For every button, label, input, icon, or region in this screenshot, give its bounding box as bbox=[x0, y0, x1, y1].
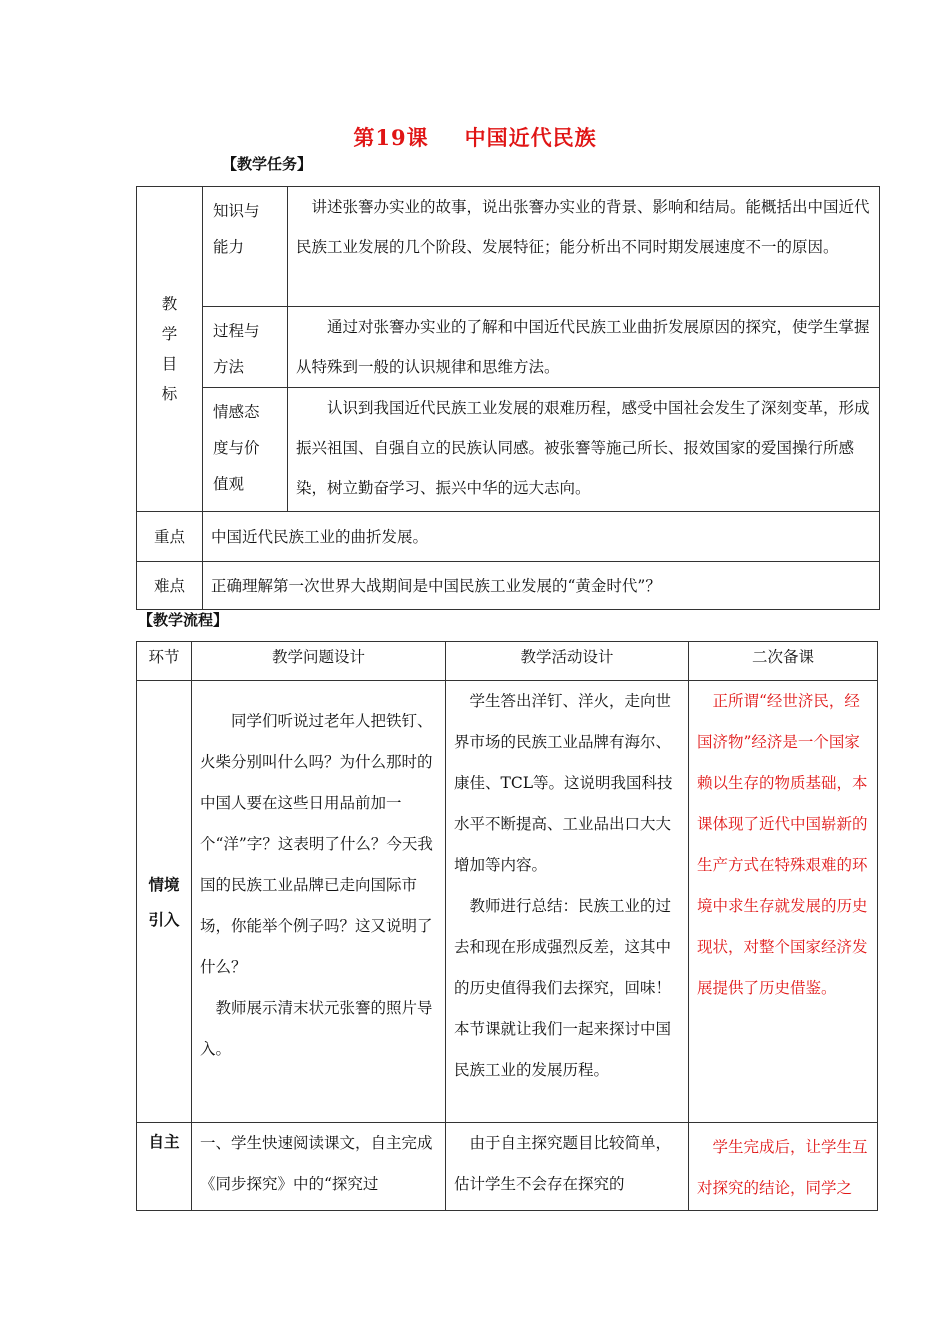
section-label-flow: 【教学流程】 bbox=[138, 611, 229, 629]
flow-notes-self: 学生完成后，让学生互对探究的结论，同学之 bbox=[689, 1123, 878, 1211]
flow-header: 教学活动设计 bbox=[446, 642, 689, 681]
flow-activity-intro bbox=[446, 681, 689, 1123]
goal-text-knowledge: 讲述张謇办实业的故事，说出张謇办实业的背景、影响和结局。能概括出中国近代民族工业发展的几个阶段、发展特征；能分析出不同时期发展速度不一的原因。 bbox=[288, 187, 880, 307]
flow-stage-intro: 情境 引入 bbox=[137, 681, 192, 1123]
difficulty-text: 正确理解第一次世界大战期间是中国民族工业发展的“黄金时代”？ bbox=[203, 562, 880, 610]
goals-label-char: 学 bbox=[161, 325, 178, 343]
teaching-goals-table bbox=[136, 186, 880, 610]
question-paragraph: 教师展示清末状元张謇的照片导入。 bbox=[200, 999, 433, 1058]
flow-header: 二次备课 bbox=[689, 642, 878, 681]
flow-activity-self: 由于自主探究题目比较简单，估计学生不会存在探究的 bbox=[446, 1123, 689, 1211]
flow-notes-intro: 正所谓“经世济民，经国济物”经济是一个国家赖以生存的物质基础，本课体现了近代中国崭新的生产方式在特殊艰难的环境中求生存就发展的历史现状，对整个国家经济发展提供了历史借鉴。 bbox=[689, 681, 878, 1123]
section-label-tasks: 【教学任务】 bbox=[222, 155, 313, 173]
goal-text-attitude: 认识到我国近代民族工业发展的艰难历程，感受中国社会发生了深刻变革，形成振兴祖国、自强自立的民族认同感。被张謇等施己所长、报效国家的爱国操行所感染，树立勤奋学习、振兴中华的远大志向。 bbox=[288, 388, 880, 512]
flow-question-self: 一、学生快速阅读课文，自主完成《同步探究》中的“探究过 bbox=[192, 1123, 446, 1211]
activity-paragraph: 教师进行总结：民族工业的过去和现在形成强烈反差，这其中的历史值得我们去探究，回味！本节课就让我们一起来探讨中国民族工业的发展历程。 bbox=[454, 897, 672, 1079]
key-point-text: 中国近代民族工业的曲折发展。 bbox=[203, 512, 880, 562]
activity-paragraph: 学生答出洋钉、洋火，走向世界市场的民族工业品牌有海尔、康佳、TCL等。这说明我国科技水平不断提高、工业品出口大大增加等内容。 bbox=[454, 692, 673, 874]
flow-header: 环节 bbox=[137, 642, 192, 681]
goal-name-attitude: 情感态 度与价 值观 bbox=[203, 388, 288, 512]
flow-header: 教学问题设计 bbox=[192, 642, 446, 681]
page-title bbox=[0, 122, 950, 152]
goals-label-char: 教 bbox=[161, 295, 178, 313]
key-point-label: 重点 bbox=[137, 512, 203, 562]
difficulty-label: 难点 bbox=[137, 562, 203, 610]
goals-label-char: 标 bbox=[161, 385, 178, 403]
question-paragraph: 同学们听说过老年人把铁钉、火柴分别叫什么吗？为什么那时的中国人要在这些日用品前加一个“洋”字？这表明了什么？今天我国的民族工业品牌已走向国际市场，你能举个例子吗？这又说明了什么？ bbox=[200, 712, 433, 976]
title-lesson-number: 第19课 bbox=[353, 125, 429, 150]
teaching-flow-table bbox=[136, 641, 878, 1211]
flow-question-intro bbox=[192, 681, 446, 1123]
title-lesson-name: 中国近代民族 bbox=[464, 125, 597, 150]
goal-name-knowledge: 知识与 能力 bbox=[203, 187, 288, 307]
goal-text-process: 通过对张謇办实业的了解和中国近代民族工业曲折发展原因的探究，使学生掌握从特殊到一般的认识规律和思维方法。 bbox=[288, 307, 880, 388]
goals-label bbox=[137, 187, 203, 512]
goal-name-process: 过程与 方法 bbox=[203, 307, 288, 388]
flow-stage-self: 自主 bbox=[137, 1123, 192, 1211]
goals-label-char: 目 bbox=[161, 355, 178, 373]
